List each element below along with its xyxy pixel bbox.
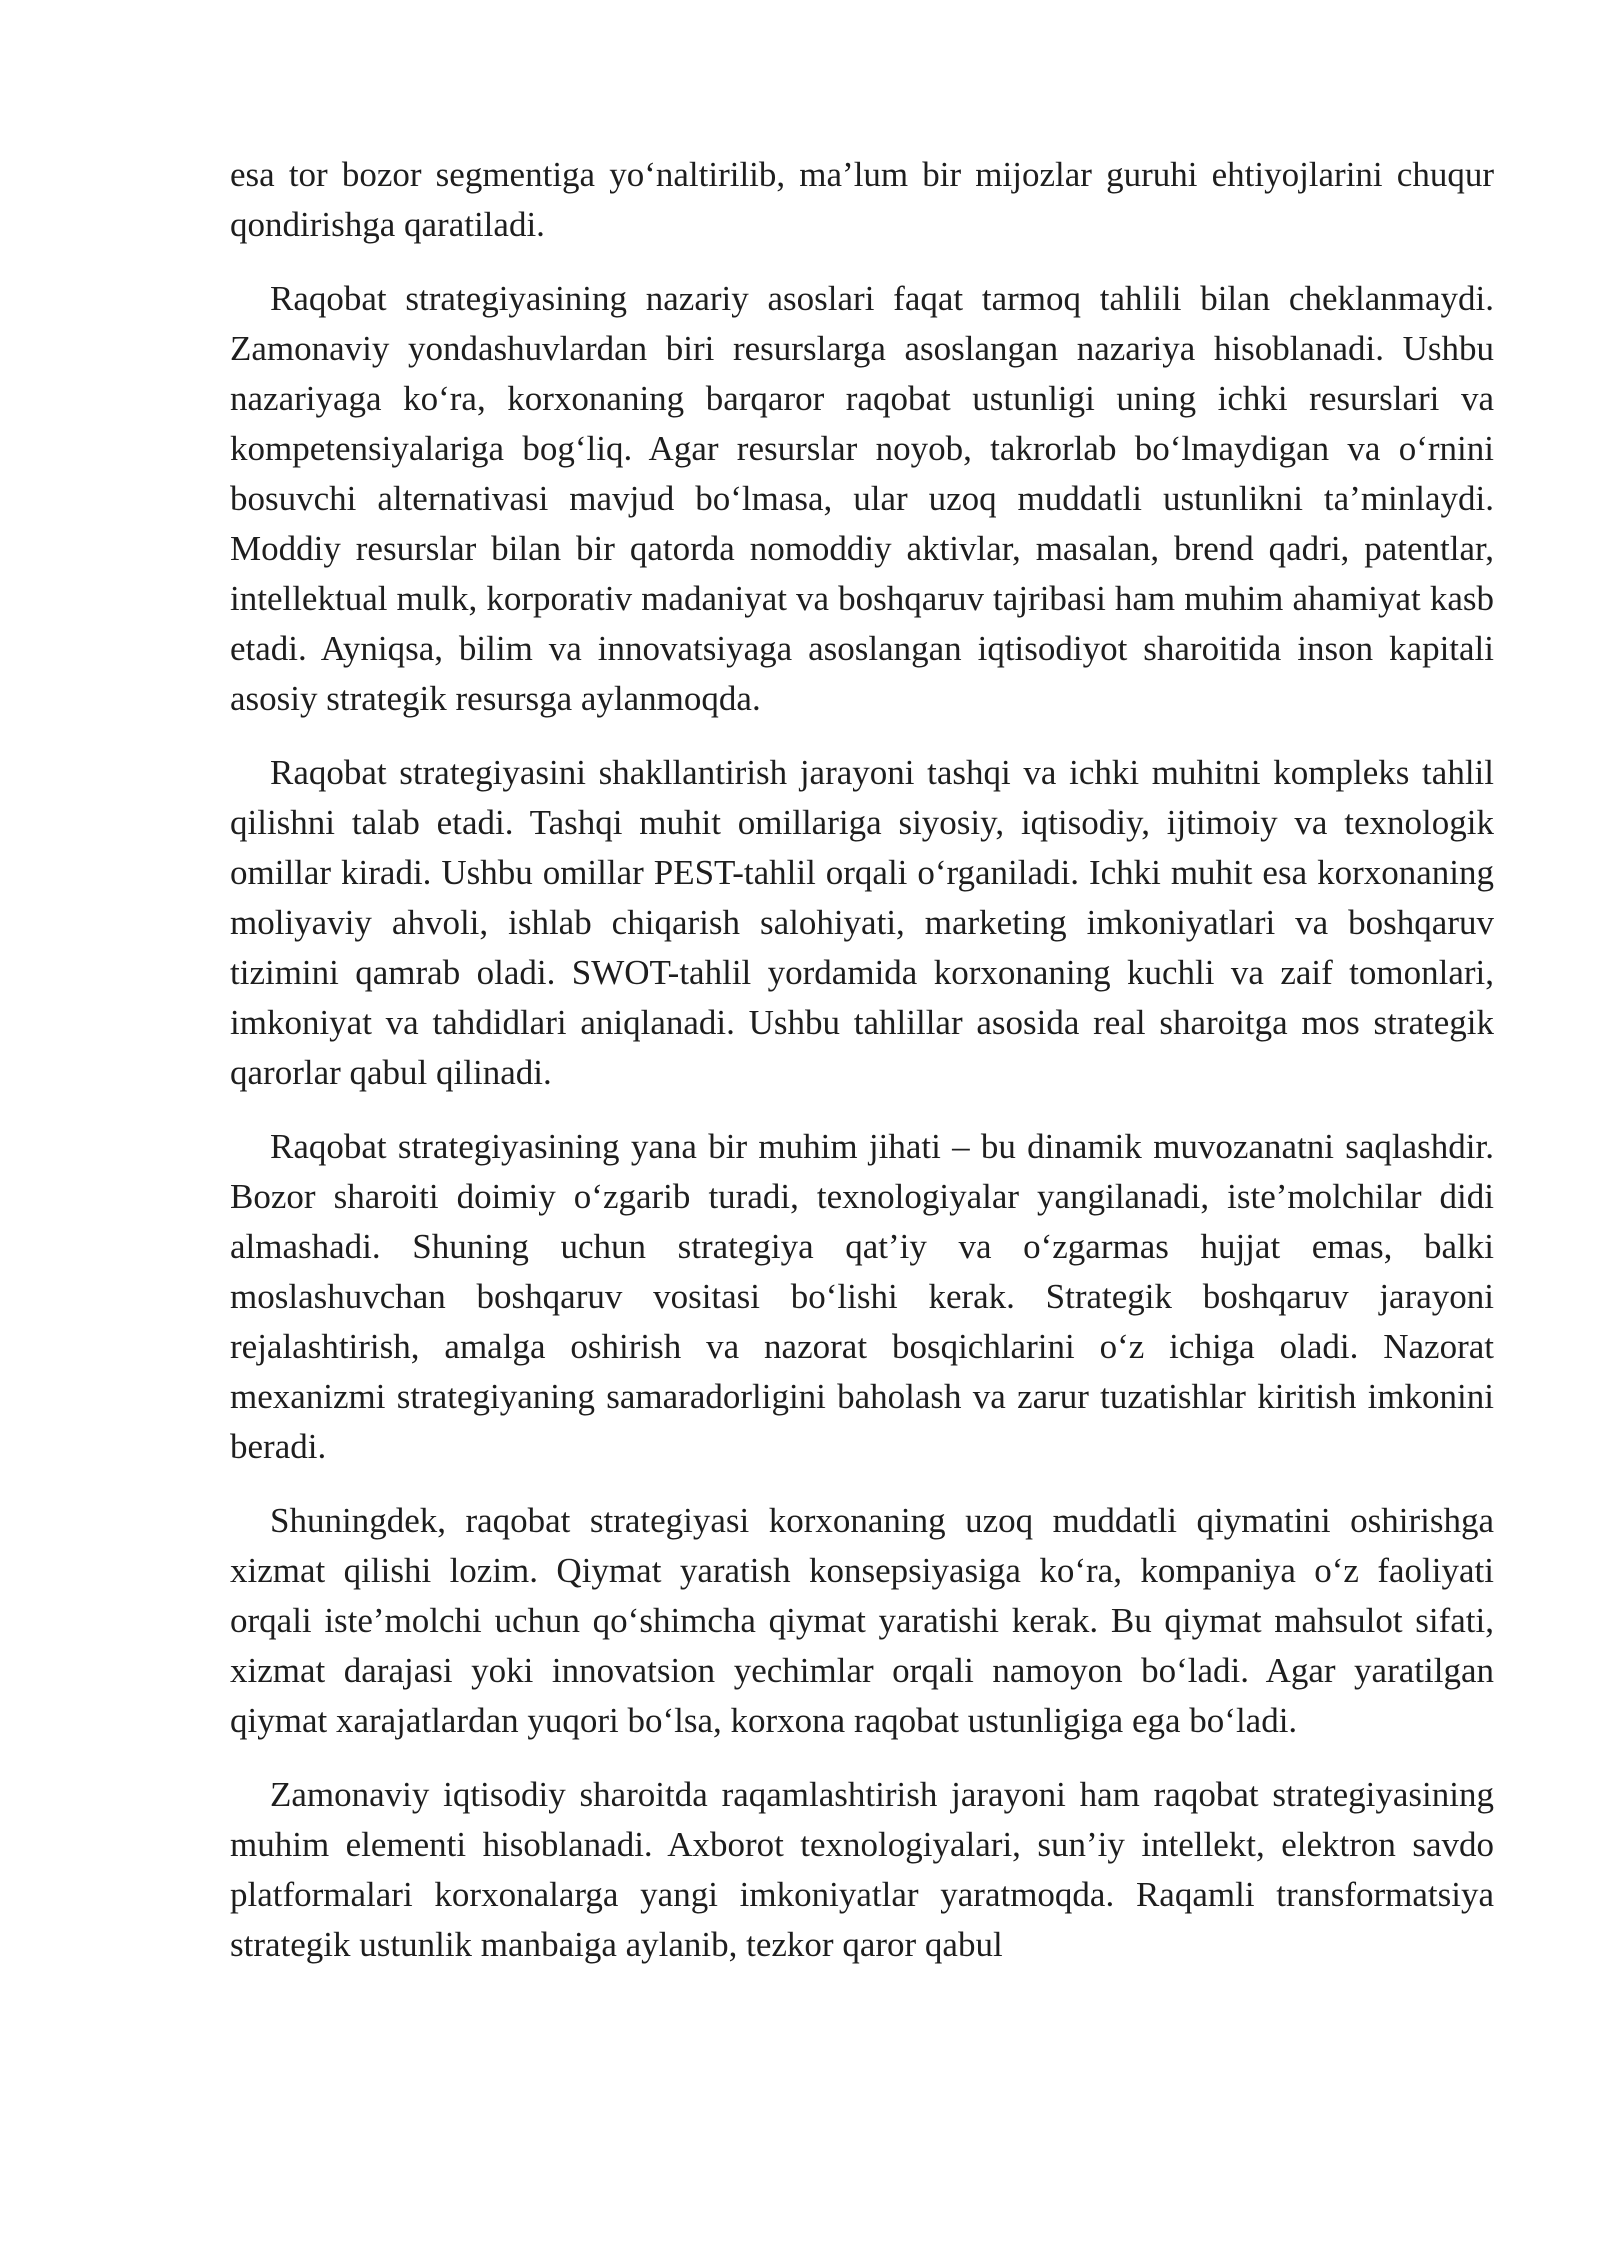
- paragraph-dynamic-balance: Raqobat strategiyasining yana bir muhim jihati – bu dinamik muvozanatni saqlashdir. Bozor sharoiti doimiy o‘zgarib turadi, texnologiyalar yangilanadi, iste’molchilar didi almashadi. Shuning uchun strategiya qat’iy va o‘zgarmas hujjat emas, balki moslashuvchan boshqaruv vositasi bo‘lishi kerak. Strategik boshqaruv jarayoni rejalashtirish, amalga oshirish va nazorat bosqichlarini o‘z ichiga oladi. Nazorat mexanizmi strategiyaning samaradorligini baholash va zarur tuzatishlar kiritish imkonini beradi.: [230, 1127, 1494, 1466]
- document-page: [230, 150, 1494, 1994]
- paragraph-environment-analysis: Raqobat strategiyasini shakllantirish jarayoni tashqi va ichki muhitni kompleks tahlil qilishni talab etadi. Tashqi muhit omillariga siyosiy, iqtisodiy, ijtimoiy va texnologik omillar kiradi. Ushbu omillar PEST-tahlil orqali o‘rganiladi. Ichki muhit esa korxonaning moliyaviy ahvoli, ishlab chiqarish salohiyati, marketing imkoniyatlari va boshqaruv tizimini qamrab oladi. SWOT-tahlil yordamida korxonaning kuchli va zaif tomonlari, imkoniyat va tahdidlari aniqlanadi. Ushbu tahlillar asosida real sharoitga mos strategik qarorlar qabul qilinadi.: [230, 753, 1494, 1092]
- paragraph-continuation: esa tor bozor segmentiga yo‘naltirilib, ma’lum bir mijozlar guruhi ehtiyojlarini chuqur qondirishga qaratiladi.: [230, 155, 1494, 244]
- paragraph-value-creation: Shuningdek, raqobat strategiyasi korxonaning uzoq muddatli qiymatini oshirishga xizmat qilishi lozim. Qiymat yaratish konsepsiyasiga ko‘ra, kompaniya o‘z faoliyati orqali iste’molchi uchun qo‘shimcha qiymat yaratishi kerak. Bu qiymat mahsulot sifati, xizmat darajasi yoki innovatsion yechimlar orqali namoyon bo‘ladi. Agar yaratilgan qiymat xarajatlardan yuqori bo‘lsa, korxona raqobat ustunligiga ega bo‘ladi.: [230, 1501, 1494, 1740]
- paragraph-digitalization: Zamonaviy iqtisodiy sharoitda raqamlashtirish jarayoni ham raqobat strategiyasining muhim elementi hisoblanadi. Axborot texnologiyalari, sun’iy intellekt, elektron savdo platformalari korxonalarga yangi imkoniyatlar yaratmoqda. Raqamli transformatsiya strategik ustunlik manbaiga aylanib, tezkor qaror qabul: [230, 1775, 1494, 1964]
- paragraph-resource-theory: Raqobat strategiyasining nazariy asoslari faqat tarmoq tahlili bilan cheklanmaydi. Zamonaviy yondashuvlardan biri resurslarga asoslangan nazariya hisoblanadi. Ushbu nazariyaga ko‘ra, korxonaning barqaror raqobat ustunligi uning ichki resurslari va kompetensiyalariga bog‘liq. Agar resurslar noyob, takrorlab bo‘lmaydigan va o‘rnini bosuvchi alternativasi mavjud bo‘lmasa, ular uzoq muddatli ustunlikni ta’minlaydi. Moddiy resurslar bilan bir qatorda nomoddiy aktivlar, masalan, brend qadri, patentlar, intellektual mulk, korporativ madaniyat va boshqaruv tajribasi ham muhim ahamiyat kasb etadi. Ayniqsa, bilim va innovatsiyaga asoslangan iqtisodiyot sharoitida inson kapitali asosiy strategik resursga aylanmoqda.: [230, 279, 1494, 718]
